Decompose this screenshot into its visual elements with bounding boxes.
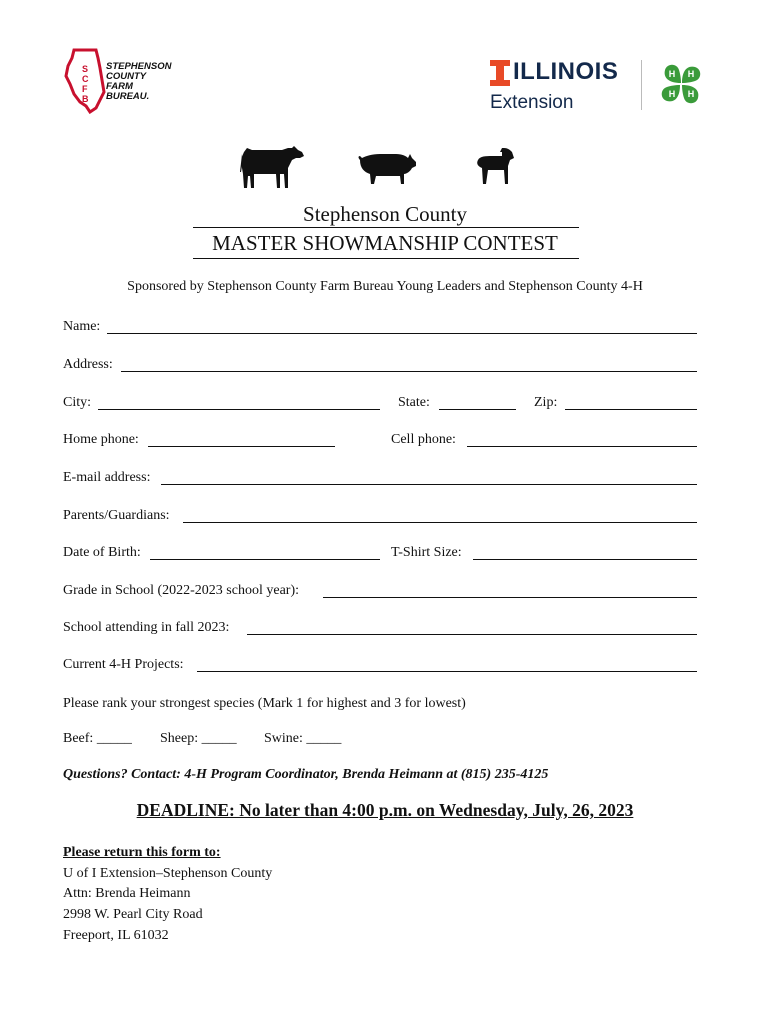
parents-label: Parents/Guardians: [63, 508, 170, 523]
city-label: City: [63, 395, 92, 410]
projects-label: Current 4-H Projects: [63, 657, 184, 672]
address-label: Address: [63, 357, 113, 372]
clover-h: H [687, 89, 695, 99]
logo-divider [641, 60, 642, 110]
school-label: School attending in fall 2023: [63, 620, 230, 635]
illinois-extension-logo [489, 58, 639, 114]
return-address-line: 2998 W. Pearl City Road [63, 907, 203, 922]
title-county: Stephenson County [303, 202, 467, 226]
projects-field[interactable] [197, 671, 697, 672]
cell-phone-label: Cell phone: [391, 432, 456, 447]
contact-info: Questions? Contact: 4-H Program Coordinator, Brenda Heimann at (815) 235-4125 [63, 767, 549, 782]
sheep-rank-field[interactable]: Sheep: _____ [160, 731, 237, 746]
illinois-block-i-icon [490, 60, 510, 86]
cell-phone-field[interactable] [467, 446, 697, 447]
pig-icon [356, 150, 418, 186]
title-underline [193, 258, 579, 259]
swine-rank-field[interactable]: Swine: _____ [264, 731, 342, 746]
scfb-letter-s: S [82, 64, 89, 74]
title-underline [193, 227, 579, 228]
grade-field[interactable] [323, 597, 697, 598]
title-contest: MASTER SHOWMANSHIP CONTEST [212, 231, 558, 255]
home-phone-field[interactable] [148, 446, 335, 447]
state-field[interactable] [439, 409, 516, 410]
email-field[interactable] [161, 484, 697, 485]
scfb-letter-c: C [82, 74, 89, 84]
clover-icon [655, 58, 707, 110]
4h-clover-logo [655, 58, 707, 110]
dob-label: Date of Birth: [63, 545, 141, 560]
lamb-icon [474, 146, 516, 186]
clover-h: H [687, 69, 695, 79]
name-field[interactable] [107, 333, 697, 334]
parents-field[interactable] [183, 522, 697, 523]
zip-field[interactable] [565, 409, 697, 410]
return-heading: Please return this form to: [63, 845, 221, 860]
school-field[interactable] [247, 634, 697, 635]
scfb-text-line: STEPHENSON [106, 61, 172, 72]
illinois-wordmark: ILLINOIS [513, 58, 619, 85]
scfb-logo [62, 48, 182, 114]
tshirt-field[interactable] [473, 559, 697, 560]
grade-label: Grade in School (2022-2023 school year): [63, 583, 299, 598]
scfb-letter-f: F [82, 84, 88, 94]
email-label: E-mail address: [63, 470, 151, 485]
return-address-line: Freeport, IL 61032 [63, 928, 169, 943]
clover-h: H [668, 69, 676, 79]
zip-label: Zip: [534, 395, 558, 410]
return-address-line: U of I Extension–Stephenson County [63, 866, 273, 881]
dob-field[interactable] [150, 559, 380, 560]
beef-rank-field[interactable]: Beef: _____ [63, 731, 132, 746]
clover-h: H [668, 89, 676, 99]
extension-wordmark: Extension [490, 92, 574, 113]
address-field[interactable] [121, 371, 697, 372]
tshirt-label: T-Shirt Size: [391, 545, 462, 560]
deadline-notice: DEADLINE: No later than 4:00 p.m. on Wednesday, July, 26, 2023 [136, 800, 634, 820]
scfb-text-line: FARM [106, 81, 133, 92]
state-label: State: [398, 395, 430, 410]
rank-instruction: Please rank your strongest species (Mark 1 for highest and 3 for lowest) [63, 696, 466, 711]
scfb-text-line: BUREAU. [106, 91, 150, 102]
sponsor-text: Sponsored by Stephenson County Farm Bureau Young Leaders and Stephenson County 4-H [127, 279, 643, 294]
cow-icon [238, 142, 308, 190]
scfb-text-line: COUNTY [106, 71, 147, 82]
scfb-logo-text [106, 62, 171, 102]
illinois-state-outline-icon [62, 48, 112, 114]
home-phone-label: Home phone: [63, 432, 139, 447]
city-field[interactable] [98, 409, 380, 410]
scfb-letter-b: B [82, 94, 89, 104]
return-address-line: Attn: Brenda Heimann [63, 886, 191, 901]
name-label: Name: [63, 319, 101, 334]
